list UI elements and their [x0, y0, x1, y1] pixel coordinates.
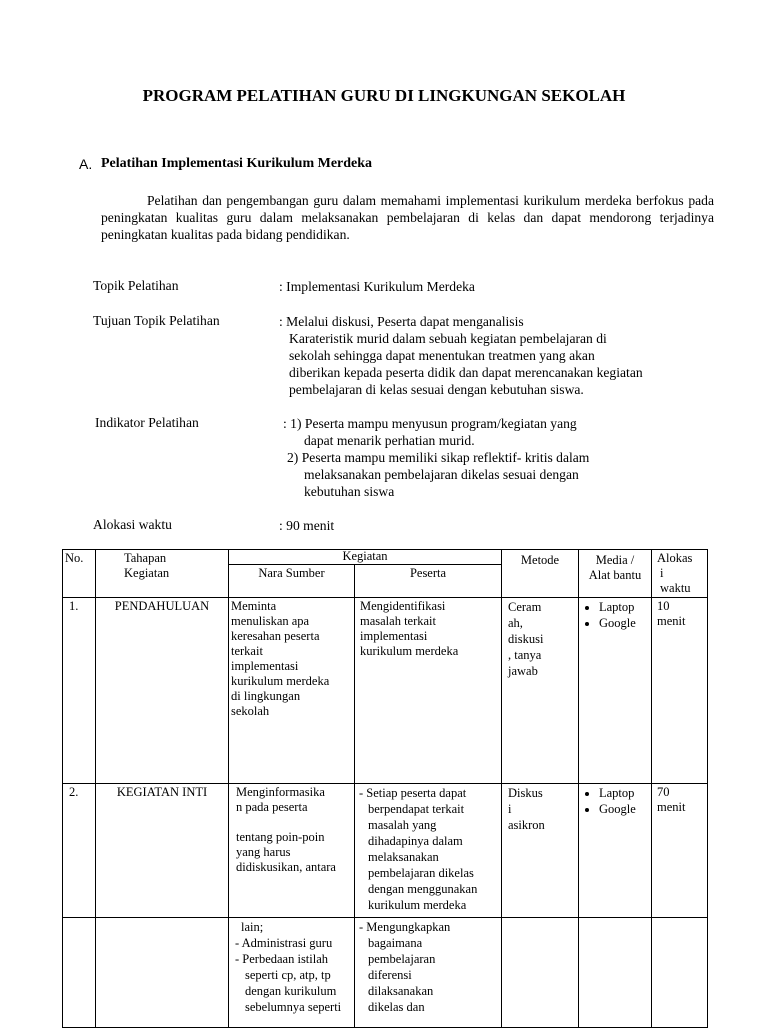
- header-alokasi-line: Alokas: [657, 551, 693, 565]
- tujuan-line: diberikan kepada peserta didik dan dapat merencanakan kegiatan: [289, 365, 643, 380]
- header-media: [579, 550, 652, 598]
- cell-line: ah,: [508, 616, 523, 630]
- indikator-line: : 1) Peserta mampu menyusun program/kegiatan yang: [283, 416, 577, 431]
- cell-line: n pada peserta: [236, 800, 308, 814]
- media-item: • Google: [599, 615, 649, 631]
- cell-line: , tanya: [508, 648, 542, 662]
- row-tahapan: PENDAHULUAN: [96, 598, 229, 784]
- row-tahapan: [96, 918, 229, 1028]
- cell-line: 70: [657, 785, 670, 799]
- row-nara-sumber: [229, 918, 355, 1028]
- header-alokasi-line: i: [660, 566, 664, 580]
- row-metode: [502, 598, 579, 784]
- header-media-line: Media /: [595, 553, 635, 567]
- tujuan-line: pembelajaran di kelas sesuai dengan kebutuhan siswa.: [289, 382, 584, 397]
- tujuan-label: Tujuan Topik Pelatihan: [93, 313, 220, 328]
- row-no: 1.: [63, 598, 96, 784]
- header-alokasi-line: waktu: [660, 581, 691, 595]
- cell-line: lain;: [241, 920, 264, 934]
- header-metode: Metode: [502, 550, 579, 598]
- cell-line: - Setiap peserta dapat: [359, 786, 467, 800]
- cell-line: kurikulum merdeka: [231, 674, 330, 688]
- cell-line: implementasi: [360, 629, 428, 643]
- indikator-line: kebutuhan siswa: [304, 484, 395, 499]
- cell-line: asikron: [508, 818, 545, 832]
- header-peserta: Peserta: [355, 565, 502, 598]
- cell-line: kurikulum merdeka: [368, 898, 467, 912]
- row-media: [579, 784, 652, 918]
- indikator-label: Indikator Pelatihan: [95, 415, 199, 430]
- row-metode: [502, 918, 579, 1028]
- indikator-line: dapat menarik perhatian murid.: [304, 433, 475, 448]
- cell-line: Ceram: [508, 600, 542, 614]
- cell-line: dengan menggunakan: [368, 882, 478, 896]
- cell-line: diskusi: [508, 632, 544, 646]
- cell-line: menit: [657, 800, 686, 814]
- tujuan-line: Karateristik murid dalam sebuah kegiatan pembelajaran di: [289, 331, 607, 346]
- media-item: • Laptop: [599, 599, 649, 615]
- cell-line: sekolah: [231, 704, 270, 718]
- cell-line: seperti cp, atp, tp: [245, 968, 331, 982]
- header-media-line: Alat bantu: [588, 568, 642, 582]
- row-metode: [502, 784, 579, 918]
- cell-line: yang harus: [236, 845, 291, 859]
- cell-line: i: [508, 802, 512, 816]
- cell-line: dengan kurikulum: [245, 984, 337, 998]
- row-peserta: [355, 918, 502, 1028]
- row-media: [579, 598, 652, 784]
- cell-line: Mengidentifikasi: [360, 599, 446, 613]
- cell-line: masalah yang: [368, 818, 437, 832]
- alokasi-value: : 90 menit: [279, 518, 335, 533]
- cell-line: Diskus: [508, 786, 543, 800]
- cell-line: Meminta: [231, 599, 277, 613]
- cell-line: diferensi: [368, 968, 412, 982]
- media-item: • Laptop: [599, 785, 649, 801]
- header-kegiatan: Kegiatan: [229, 550, 502, 565]
- header-no: No.: [63, 550, 96, 598]
- cell-line: menit: [657, 614, 686, 628]
- media-item: • Google: [599, 801, 649, 817]
- cell-line: Menginformasika: [236, 785, 325, 799]
- cell-line: dilaksanakan: [368, 984, 434, 998]
- row-no: 2.: [63, 784, 96, 918]
- header-tahapan-line: Kegiatan: [124, 566, 170, 580]
- cell-line: menuliskan apa: [231, 614, 310, 628]
- cell-line: masalah terkait: [360, 614, 437, 628]
- indikator-line: 2) Peserta mampu memiliki sikap reflektif- kritis dalam: [287, 450, 590, 465]
- cell-line: bagaimana: [368, 936, 423, 950]
- row-nara-sumber: [229, 784, 355, 918]
- cell-line: - Perbedaan istilah: [235, 952, 329, 966]
- table-row: [63, 918, 708, 1028]
- header-nara-sumber: Nara Sumber: [229, 565, 355, 598]
- document-title: PROGRAM PELATIHAN GURU DI LINGKUNGAN SEKOLAH: [142, 86, 626, 105]
- indikator-line: melaksanakan pembelajaran dikelas sesuai dengan: [304, 467, 579, 482]
- cell-line: 10: [657, 599, 670, 613]
- row-alokasi: [652, 918, 708, 1028]
- cell-line: tentang poin-poin: [236, 830, 325, 844]
- media-list: [581, 599, 649, 631]
- table-header-row: [63, 550, 708, 565]
- header-alokasi: [652, 550, 708, 598]
- row-peserta: [355, 784, 502, 918]
- cell-line: - Mengungkapkan: [359, 920, 451, 934]
- section-title: Pelatihan Implementasi Kurikulum Merdeka: [101, 156, 373, 171]
- cell-line: [236, 815, 352, 830]
- tujuan-line: : Melalui diskusi, Peserta dapat menganalisis: [279, 314, 524, 329]
- cell-line: di lingkungan: [231, 689, 301, 703]
- table-row: [63, 598, 708, 784]
- alokasi-label: Alokasi waktu: [93, 517, 172, 532]
- cell-line: keresahan peserta: [231, 629, 320, 643]
- cell-line: pembelajaran: [368, 952, 436, 966]
- cell-line: dikelas dan: [368, 1000, 425, 1014]
- topik-value: : Implementasi Kurikulum Merdeka: [279, 279, 475, 294]
- kegiatan-table: [62, 549, 708, 1028]
- row-alokasi: [652, 784, 708, 918]
- intro-text: Pelatihan dan pengembangan guru dalam memahami implementasi kurikulum merdeka berfokus pada peningkatan kualitas guru dalam melaksanakan pembelajaran di kelas dan dapat mendorong terjadinya peningkatan kualitas pada bidang pendidikan.: [101, 193, 714, 242]
- row-peserta: [355, 598, 502, 784]
- header-tahapan: [96, 550, 229, 598]
- media-list: [581, 785, 649, 817]
- row-alokasi: [652, 598, 708, 784]
- table-row: [63, 784, 708, 918]
- cell-line: terkait: [231, 644, 263, 658]
- cell-line: didiskusikan, antara: [236, 860, 336, 874]
- row-no: [63, 918, 96, 1028]
- cell-line: kurikulum merdeka: [360, 644, 459, 658]
- header-tahapan-line: Tahapan: [124, 551, 167, 565]
- cell-line: melaksanakan: [368, 850, 439, 864]
- row-media: [579, 918, 652, 1028]
- cell-line: - Administrasi guru: [235, 936, 333, 950]
- cell-line: implementasi: [231, 659, 299, 673]
- row-tahapan: KEGIATAN INTI: [96, 784, 229, 918]
- tujuan-line: sekolah sehingga dapat menentukan treatmen yang akan: [289, 348, 595, 363]
- row-nara-sumber: [229, 598, 355, 784]
- intro-paragraph: [101, 192, 714, 243]
- cell-line: sebelumnya seperti: [245, 1000, 342, 1014]
- cell-line: pembelajaran dikelas: [368, 866, 474, 880]
- section-letter: A.: [79, 156, 93, 172]
- cell-line: dihadapinya dalam: [368, 834, 463, 848]
- cell-line: berpendapat terkait: [368, 802, 465, 816]
- cell-line: jawab: [508, 664, 538, 678]
- topik-label: Topik Pelatihan: [93, 278, 179, 293]
